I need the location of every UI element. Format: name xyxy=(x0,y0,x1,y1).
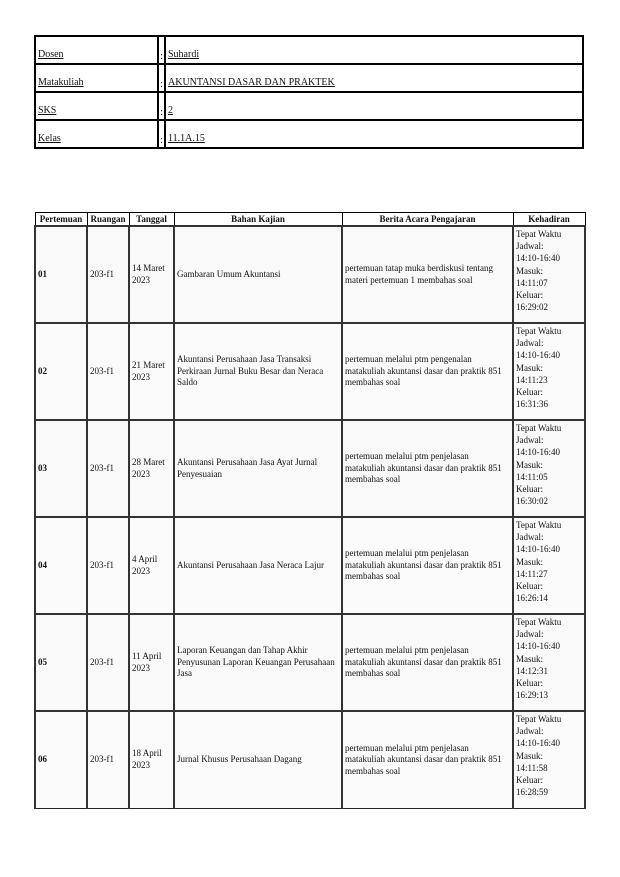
cell-kehadiran: Tepat Waktu Jadwal: 14:10-16:40 Masuk: 14:11:23 Keluar: 16:31:36 xyxy=(513,323,585,420)
info-value-dosen: Suhardi xyxy=(165,36,583,64)
cell-berita-acara: pertemuan melalui ptm penjelasan matakuliah akuntansi dasar dan praktik 851 membahas soal xyxy=(342,420,513,517)
cell-tanggal: 28 Maret 2023 xyxy=(129,420,174,517)
cell-kehadiran: Tepat Waktu Jadwal: 14:10-16:40 Masuk: 14:12:31 Keluar: 16:29:13 xyxy=(513,614,585,711)
info-value-matakuliah: AKUNTANSI DASAR DAN PRAKTEK xyxy=(165,64,583,92)
header-berita-acara: Berita Acara Pengajaran xyxy=(342,213,513,227)
cell-ruangan: 203-f1 xyxy=(87,420,129,517)
cell-pertemuan: 01 xyxy=(35,226,87,323)
cell-tanggal: 14 Maret 2023 xyxy=(129,226,174,323)
cell-berita-acara: pertemuan melalui ptm pengenalan matakuliah akuntansi dasar dan praktik 851 membahas soal xyxy=(342,323,513,420)
header-pertemuan: Pertemuan xyxy=(35,213,87,227)
cell-berita-acara: pertemuan melalui ptm penjelasan matakuliah akuntansi dasar dan praktik 851 membahas soal xyxy=(342,711,513,808)
table-row xyxy=(35,614,585,711)
cell-pertemuan: 03 xyxy=(35,420,87,517)
cell-ruangan: 203-f1 xyxy=(87,323,129,420)
cell-kehadiran: Tepat Waktu Jadwal: 14:10-16:40 Masuk: 14:11:27 Keluar: 16:26:14 xyxy=(513,517,585,614)
cell-bahan-kajian: Laporan Keuangan dan Tahap Akhir Penyusunan Laporan Keuangan Perusahaan Jasa xyxy=(174,614,342,711)
cell-tanggal: 21 Maret 2023 xyxy=(129,323,174,420)
cell-pertemuan: 02 xyxy=(35,323,87,420)
cell-ruangan: 203-f1 xyxy=(87,614,129,711)
info-row-sks xyxy=(35,92,583,120)
cell-bahan-kajian: Akuntansi Perusahaan Jasa Transaksi Perkiraan Jurnal Buku Besar dan Neraca Saldo xyxy=(174,323,342,420)
table-row xyxy=(35,420,585,517)
info-label: Matakuliah xyxy=(35,64,158,92)
cell-pertemuan: 05 xyxy=(35,614,87,711)
header-kehadiran: Kehadiran xyxy=(513,213,585,227)
table-row xyxy=(35,517,585,614)
header-ruangan: Ruangan xyxy=(87,213,129,227)
cell-kehadiran: Tepat Waktu Jadwal: 14:10-16:40 Masuk: 14:11:58 Keluar: 16:28:59 xyxy=(513,711,585,808)
info-label: Dosen xyxy=(35,36,158,64)
cell-kehadiran: Tepat Waktu Jadwal: 14:10-16:40 Masuk: 14:11:05 Keluar: 16:30:02 xyxy=(513,420,585,517)
cell-bahan-kajian: Gambaran Umum Akuntansi xyxy=(174,226,342,323)
cell-pertemuan: 06 xyxy=(35,711,87,808)
table-row xyxy=(35,323,585,420)
cell-berita-acara: pertemuan melalui ptm penjelasan matakuliah akuntansi dasar dan praktik 851 membahas soal xyxy=(342,517,513,614)
course-info-table xyxy=(34,35,584,149)
cell-kehadiran: Tepat Waktu Jadwal: 14:10-16:40 Masuk: 14:11:07 Keluar: 16:29:02 xyxy=(513,226,585,323)
cell-tanggal: 11 April 2023 xyxy=(129,614,174,711)
info-row-matakuliah xyxy=(35,64,583,92)
header-tanggal: Tanggal xyxy=(129,213,174,227)
info-value-kelas: 11.1A.15 xyxy=(165,120,583,148)
info-separator: : xyxy=(158,92,165,120)
table-header-row xyxy=(35,213,585,227)
cell-tanggal: 4 April 2023 xyxy=(129,517,174,614)
cell-ruangan: 203-f1 xyxy=(87,226,129,323)
cell-bahan-kajian: Jurnal Khusus Perusahaan Dagang xyxy=(174,711,342,808)
cell-ruangan: 203-f1 xyxy=(87,711,129,808)
cell-ruangan: 203-f1 xyxy=(87,517,129,614)
cell-bahan-kajian: Akuntansi Perusahaan Jasa Ayat Jurnal Penyesuaian xyxy=(174,420,342,517)
info-label: Kelas xyxy=(35,120,158,148)
info-label: SKS xyxy=(35,92,158,120)
info-value-sks: 2 xyxy=(165,92,583,120)
header-bahan-kajian: Bahan Kajian xyxy=(174,213,342,227)
info-row-dosen xyxy=(35,36,583,64)
table-row xyxy=(35,226,585,323)
info-separator: : xyxy=(158,64,165,92)
attendance-table xyxy=(34,212,586,809)
info-row-kelas xyxy=(35,120,583,148)
cell-berita-acara: pertemuan melalui ptm penjelasan matakuliah akuntansi dasar dan praktik 851 membahas soal xyxy=(342,614,513,711)
table-row xyxy=(35,711,585,808)
cell-berita-acara: pertemuan tatap muka berdiskusi tentang materi pertemuan 1 membahas soal xyxy=(342,226,513,323)
cell-pertemuan: 04 xyxy=(35,517,87,614)
info-separator: : xyxy=(158,36,165,64)
cell-bahan-kajian: Akuntansi Perusahaan Jasa Neraca Lajur xyxy=(174,517,342,614)
info-separator: : xyxy=(158,120,165,148)
cell-tanggal: 18 April 2023 xyxy=(129,711,174,808)
